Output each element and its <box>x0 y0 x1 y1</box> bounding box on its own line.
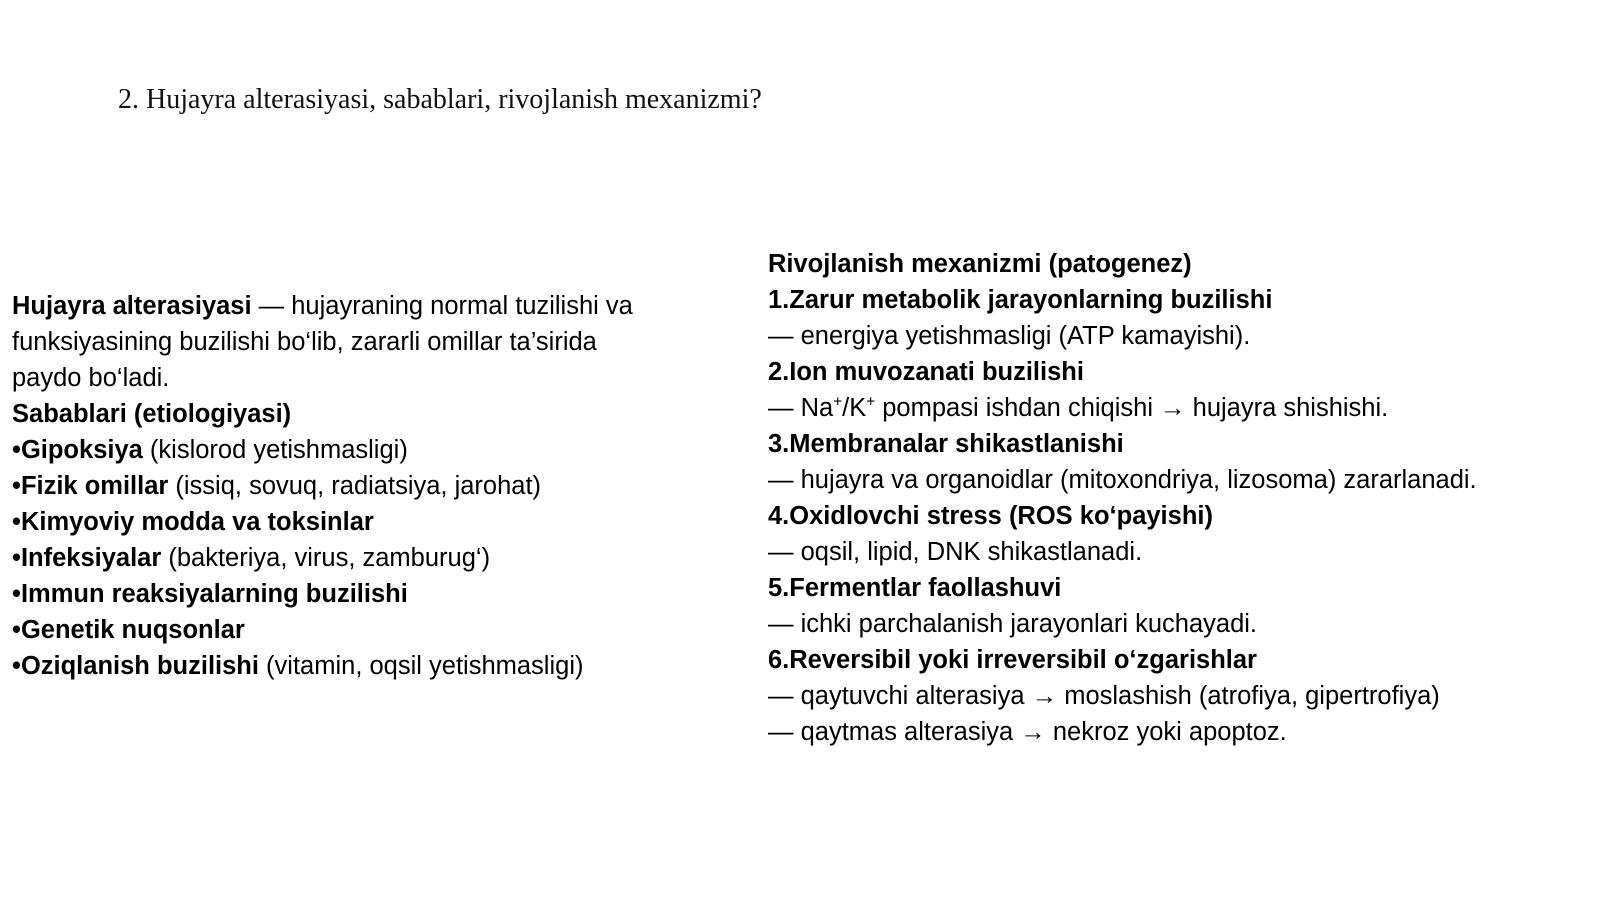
cause-term: Immun reaksiyalarning buzilishi <box>20 580 408 608</box>
definition-term: Hujayra alterasiyasi <box>12 292 252 320</box>
mechanism-text: — Na+/K+ pompasi ishdan chiqishi → hujayra shishishi. <box>768 393 1389 422</box>
mechanism-text: — qaytmas alterasiya → nekroz yoki apoptoz. <box>768 718 1287 746</box>
mechanism-text: — qaytuvchi alterasiya → moslashish (atrofiya, gipertrofiya) <box>768 682 1440 710</box>
cause-item <box>12 648 712 684</box>
definition-text: — hujayraning normal tuzilishi va <box>251 292 633 320</box>
superscript: + <box>866 393 876 411</box>
mechanism-heading: 3.Membranalar shikastlanishi <box>768 430 1124 458</box>
cause-detail: (bakteriya, virus, zamburug‘) <box>161 544 491 572</box>
pathogenesis-heading: Rivojlanish mexanizmi (patogenez) <box>768 250 1192 278</box>
page-title: 2. Hujayra alterasiyasi, sabablari, rivojlanish mexanizmi? <box>118 84 762 115</box>
bullet: • <box>12 580 21 608</box>
pathogenesis-column <box>768 246 1588 750</box>
etiology-column <box>12 288 712 684</box>
definition-line: paydo bo‘ladi. <box>12 364 170 392</box>
cause-term: Fizik omillar <box>20 472 169 500</box>
mechanism-text: — energiya yetishmasligi (ATP kamayishi). <box>768 322 1251 350</box>
bullet: • <box>12 544 21 572</box>
cause-item <box>12 432 712 468</box>
definition-line <box>12 288 712 324</box>
cause-detail: (kislorod yetishmasligi) <box>142 436 408 464</box>
bullet: • <box>12 616 21 644</box>
cause-term: Kimyoviy modda va toksinlar <box>20 508 374 536</box>
cause-item <box>12 612 712 648</box>
cause-term: Gipoksiya <box>20 436 143 464</box>
bullet: • <box>12 508 21 536</box>
cause-detail: (issiq, sovuq, radiatsiya, jarohat) <box>168 472 542 500</box>
mechanism-heading: 2.Ion muvozanati buzilishi <box>768 358 1084 386</box>
cause-term: Infeksiyalar <box>20 544 162 572</box>
cause-term: Genetik nuqsonlar <box>20 616 245 644</box>
mechanism-text: — oqsil, lipid, DNK shikastlanadi. <box>768 538 1143 566</box>
bullet: • <box>12 472 21 500</box>
cause-term: Oziqlanish buzilishi <box>20 652 259 680</box>
causes-heading: Sabablari (etiologiyasi) <box>12 400 292 428</box>
cause-item <box>12 504 712 540</box>
mechanism-heading: 6.Reversibil yoki irreversibil o‘zgarishlar <box>768 646 1257 674</box>
cause-detail: (vitamin, oqsil yetishmasligi) <box>258 652 584 680</box>
mechanism-text: — ichki parchalanish jarayonlari kuchayadi. <box>768 610 1257 638</box>
cause-item <box>12 468 712 504</box>
superscript: + <box>833 393 843 411</box>
bullet: • <box>12 436 21 464</box>
mechanism-text: — hujayra va organoidlar (mitoxondriya, lizosoma) zararlanadi. <box>768 466 1477 494</box>
mechanism-heading: 1.Zarur metabolik jarayonlarning buzilishi <box>768 286 1273 314</box>
bullet: • <box>12 652 21 680</box>
mechanism-heading: 5.Fermentlar faollashuvi <box>768 574 1062 602</box>
cause-item <box>12 540 712 576</box>
definition-line: funksiyasining buzilishi bo‘lib, zararli omillar ta’sirida <box>12 328 597 356</box>
mechanism-heading: 4.Oxidlovchi stress (ROS ko‘payishi) <box>768 502 1213 530</box>
cause-item <box>12 576 712 612</box>
